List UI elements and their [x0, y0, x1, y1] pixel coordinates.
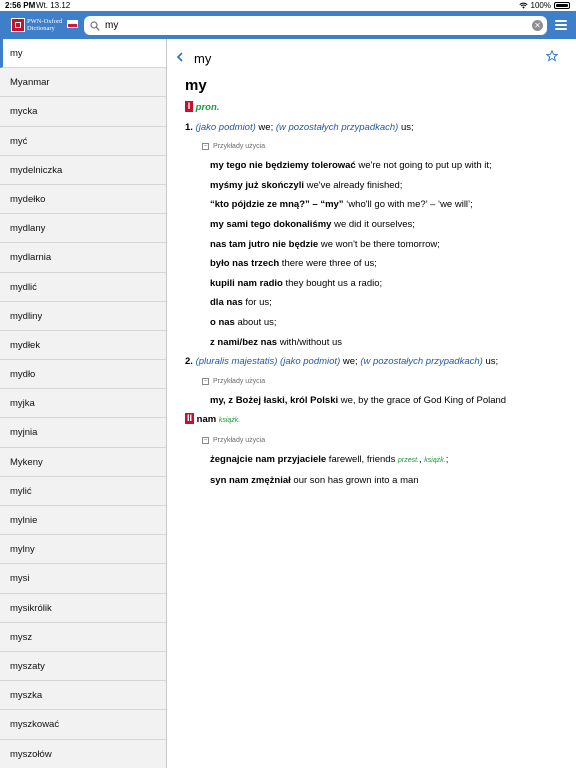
list-item[interactable]: mydło [0, 360, 166, 389]
example-row: żegnajcie nam przyjaciele farewell, friends przest., książk.; [210, 453, 449, 465]
collapse-icon: – [203, 377, 208, 384]
star-icon[interactable] [546, 50, 558, 62]
entry-lemma: my [185, 77, 207, 94]
example-row: my, z Bożej łaski, król Polski we, by the grace of God King of Poland [210, 394, 507, 406]
list-item[interactable]: myjnia [0, 418, 166, 447]
list-item[interactable]: mycka [0, 97, 166, 126]
list-item[interactable]: myć [0, 127, 166, 156]
part-of-speech: pron. [195, 102, 220, 113]
page-title: my [194, 51, 212, 66]
status-date: Wt. 13.12 [36, 1, 71, 10]
logo-mark-icon [11, 18, 25, 32]
logo-text: PWN-Oxford Dictionary [27, 18, 63, 32]
list-item[interactable]: mysikrólik [0, 594, 166, 623]
collapse-icon: – [203, 436, 208, 443]
sense-translation: we; [340, 356, 361, 368]
sub-entry [185, 410, 570, 431]
sense-number: 2. [185, 356, 193, 368]
list-item[interactable]: myszkować [0, 710, 166, 739]
list-item[interactable]: myszołów [0, 740, 166, 768]
example-row: kupili nam radio they bought us a radio; [210, 277, 383, 289]
sense-translation: we; [255, 121, 276, 133]
list-item[interactable]: mysi [0, 564, 166, 593]
list-item[interactable]: mylić [0, 477, 166, 506]
list-item[interactable]: mylny [0, 535, 166, 564]
example-row: syn nam zmężniał our son has grown into a man [210, 474, 419, 486]
list-item[interactable]: myszaty [0, 652, 166, 681]
collapse-icon: – [203, 143, 208, 150]
example-row: z nami/bez nas with/without us [210, 336, 343, 348]
sense-translation: us; [398, 121, 414, 133]
sub-lemma: nam [196, 414, 217, 426]
examples-toggle[interactable] [185, 137, 570, 156]
status-time: 2:56 PM [5, 1, 36, 10]
status-bar [0, 0, 576, 11]
list-item[interactable]: myjka [0, 389, 166, 418]
example-row: my sami tego dokonaliśmy we did it ourselves; [210, 218, 415, 230]
sense-1 [185, 118, 570, 138]
register-tag: przest. [397, 456, 419, 464]
search-bar[interactable] [84, 16, 547, 35]
sense-gloss: (pluralis majestatis) (jako podmiot) [195, 356, 341, 368]
battery-icon [554, 2, 570, 9]
back-icon[interactable] [176, 52, 184, 62]
list-item[interactable]: Mykeny [0, 448, 166, 477]
example-row: o nas about us; [210, 316, 277, 328]
examples-header-label: Przykłady użycia [213, 436, 266, 444]
example-row: “kto pójdzie ze mną?” – “my” ‘who'll go with me?’ – ‘we will’; [210, 199, 473, 211]
list-item[interactable]: mysz [0, 623, 166, 652]
example-row: my tego nie będziemy tolerować we're not going to put up with it; [210, 160, 492, 172]
examples-toggle[interactable] [185, 431, 570, 450]
search-icon [90, 21, 100, 31]
app-logo[interactable] [11, 16, 65, 34]
entry-pane [168, 39, 576, 768]
examples-header-label: Przykłady użycia [213, 143, 266, 151]
word-list-sidebar[interactable] [0, 39, 167, 768]
register-tag: książk. [218, 417, 241, 425]
status-right [519, 0, 570, 11]
example-row: dla nas for us; [210, 297, 272, 309]
language-flag-icon[interactable] [67, 20, 78, 28]
example-row: myśmy już skończyli we've already finished; [210, 179, 403, 191]
list-item[interactable]: Myanmar [0, 68, 166, 97]
register-tag: książk. [424, 456, 446, 464]
search-input[interactable] [105, 20, 525, 31]
dictionary-entry [185, 77, 570, 490]
sense-gloss: (jako podmiot) [195, 121, 256, 133]
examples-header-label: Przykłady użycia [213, 377, 266, 385]
list-item[interactable]: myszka [0, 681, 166, 710]
list-item[interactable]: mylnie [0, 506, 166, 535]
list-item[interactable]: mydliny [0, 302, 166, 331]
list-item[interactable]: my [0, 39, 166, 68]
battery-percent: 100% [530, 1, 551, 10]
list-item[interactable]: mydlany [0, 214, 166, 243]
example-row: nas tam jutro nie będzie we won't be there tomorrow; [210, 238, 440, 250]
sense-gloss: (w pozostałych przypadkach) [360, 356, 483, 368]
sense-2 [185, 352, 570, 372]
sense-translation: us; [482, 356, 499, 368]
list-item[interactable]: mydlić [0, 273, 166, 302]
roman-badge: I [185, 101, 193, 112]
clear-icon[interactable]: ✕ [532, 20, 543, 31]
menu-icon[interactable] [555, 20, 567, 30]
sense-gloss: (w pozostałych przypadkach) [275, 121, 399, 133]
sense-number: 1. [185, 121, 193, 133]
list-item[interactable]: mydełko [0, 185, 166, 214]
top-toolbar [0, 11, 576, 39]
roman-badge: II [187, 413, 193, 424]
list-item[interactable]: mydelniczka [0, 156, 166, 185]
examples-toggle[interactable] [185, 372, 570, 391]
list-item[interactable]: mydlarnia [0, 243, 166, 272]
pos-line [185, 98, 570, 118]
example-row: było nas trzech there were three of us; [210, 258, 377, 270]
wifi-icon [519, 2, 528, 9]
list-item[interactable]: mydłek [0, 331, 166, 360]
